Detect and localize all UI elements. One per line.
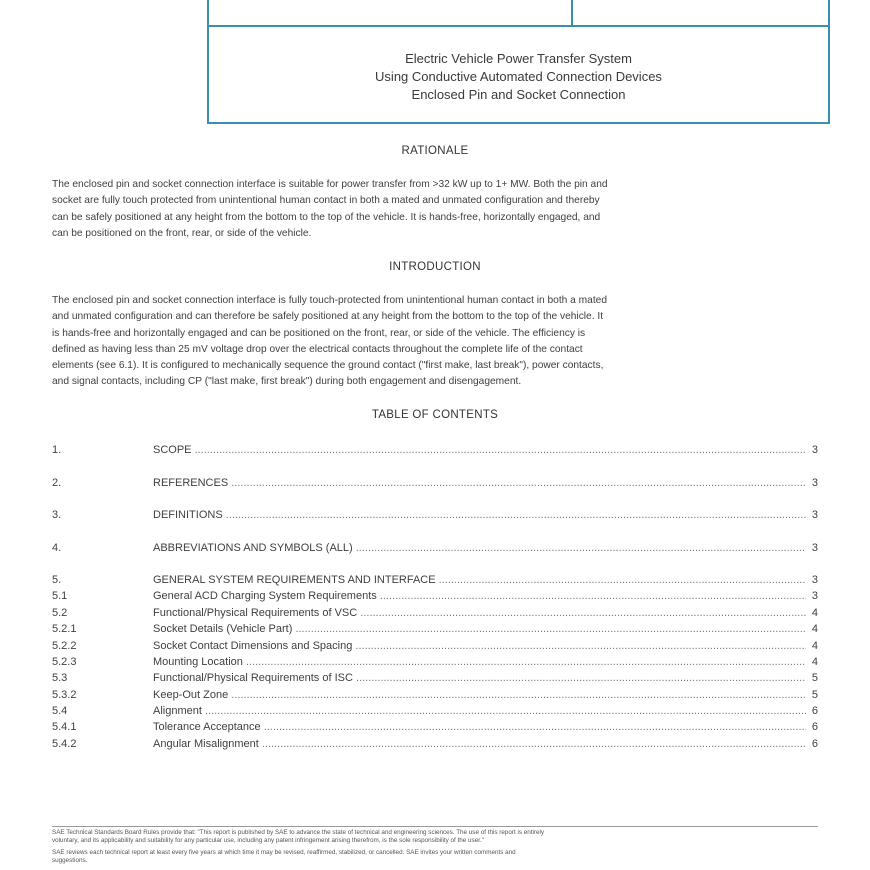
toc-heading: TABLE OF CONTENTS (371, 409, 499, 421)
toc-entry-title: Tolerance Acceptance ..... (153, 721, 806, 733)
footer-line: suggestions. (52, 857, 88, 864)
toc-entry-title: REFERENCES ..... (153, 477, 806, 489)
toc-entry-title: Alignment ..... (153, 705, 806, 717)
toc-entry-page: 3 (811, 574, 818, 586)
footer-line: voluntary, and its applicability and suitability for any particular use, including any patent infringement arising therefrom, is the sole responsibility of the user." (52, 837, 484, 844)
toc-entry-title: DEFINITIONS ..... (153, 509, 806, 521)
toc-entry-number: 5.2.1 (52, 623, 77, 635)
toc-entry[interactable] (52, 721, 818, 737)
toc-entry-number: 5.2 (52, 607, 68, 619)
toc-entry-page: 3 (811, 477, 818, 489)
toc-entry-number: 4. (52, 542, 62, 554)
toc-entry-number: 3. (52, 509, 62, 521)
introduction-paragraph (52, 293, 818, 391)
toc-entry-number: 5.3.2 (52, 689, 77, 701)
toc-entry-number: 5. (52, 574, 62, 586)
toc-entry[interactable] (52, 623, 818, 639)
toc-entry[interactable] (52, 477, 818, 493)
introduction-line: and unmated configuration and can therefore be safely positioned at any height from the bottom to the top of the vehicle. It (52, 311, 604, 323)
rationale-heading: RATIONALE (401, 145, 469, 157)
toc-entry[interactable] (52, 656, 818, 672)
toc-entry-title: Socket Contact Dimensions and Spacing ..... (153, 640, 806, 652)
toc-entry[interactable] (52, 574, 818, 590)
title-line-2: Using Conductive Automated Connection Devices (375, 69, 662, 84)
footer-line: SAE reviews each technical report at least every five years at which time it may be revised, reaffirmed, stabilized, or cancelled. SAE invites your written comments and (52, 849, 516, 856)
toc-entry-title: GENERAL SYSTEM REQUIREMENTS AND INTERFACE ..... (153, 574, 806, 586)
toc-entry-number: 5.4 (52, 705, 68, 717)
introduction-line: The enclosed pin and socket connection interface is fully touch-protected from unintentional human contact in both a mated (52, 295, 607, 306)
toc-entry-title: Socket Details (Vehicle Part) ..... (153, 623, 806, 635)
toc-entry[interactable] (52, 444, 818, 460)
toc-entry-number: 5.4.1 (52, 721, 77, 733)
rationale-paragraph (52, 177, 818, 242)
title-box-header-row (209, 0, 828, 27)
toc-entry[interactable] (52, 607, 818, 623)
toc-entry-number: 5.4.2 (52, 738, 77, 750)
rationale-line: The enclosed pin and socket connection interface is suitable for power transfer from >32 kW up to 1+ MW. Both the pin and (52, 179, 608, 190)
introduction-heading: INTRODUCTION (389, 261, 481, 273)
toc-entry-number: 2. (52, 477, 62, 489)
title-line-3: Enclosed Pin and Socket Connection (411, 87, 626, 102)
toc-entry[interactable] (52, 689, 818, 705)
toc-entry-title: Functional/Physical Requirements of ISC ..... (153, 672, 806, 684)
toc-entry-number: 5.2.2 (52, 640, 77, 652)
toc-entry[interactable] (52, 705, 818, 721)
toc-entry-title: Mounting Location ..... (153, 656, 806, 668)
toc-entry-page: 3 (811, 542, 818, 554)
footer-line: SAE Technical Standards Board Rules provide that: "This report is published by SAE to advance the state of technical and engineering sciences. The use of this report is entirely (52, 829, 545, 836)
toc-entry-page: 4 (811, 640, 818, 652)
rationale-line: socket are fully touch protected from unintentional human contact in both a mated and unmated configuration and thereby (52, 195, 600, 207)
toc-entry-title: SCOPE ..... (153, 444, 806, 456)
toc-entry-number: 1. (52, 444, 62, 456)
title-line-1: Electric Vehicle Power Transfer System (405, 51, 632, 66)
toc-entry[interactable] (52, 738, 818, 754)
toc-entry-page: 4 (811, 623, 818, 635)
toc-entry-page: 6 (811, 738, 818, 750)
footer-notice (52, 829, 818, 865)
toc-entry-number: 5.2.3 (52, 656, 77, 668)
toc-entry[interactable] (52, 590, 818, 606)
document-title (209, 50, 828, 104)
toc-entry-number: 5.3 (52, 672, 68, 684)
introduction-line: defined as having less than 25 mV voltage drop over the electrical contacts throughout the complete life of the contact (52, 343, 583, 355)
footer-rule (52, 826, 818, 827)
toc-entry-page: 4 (811, 607, 818, 619)
toc-entry[interactable] (52, 509, 818, 525)
introduction-line: and signal contacts, including CP ("last make, first break") during both engagement and disengagement. (52, 376, 522, 388)
toc-entry[interactable] (52, 640, 818, 656)
toc-entry[interactable] (52, 542, 818, 558)
toc-entry[interactable] (52, 672, 818, 688)
introduction-line: is hands-free and horizontally engaged and can be positioned on the front, rear, or side of the vehicle. The efficiency is (52, 327, 586, 339)
toc-entry-page: 6 (811, 705, 818, 717)
document-title-box (207, 0, 830, 124)
toc-entry-title: General ACD Charging System Requirements ..... (153, 590, 806, 602)
toc-entry-title: Keep-Out Zone ..... (153, 689, 806, 701)
toc-entry-page: 3 (811, 590, 818, 602)
toc-entry-page: 5 (811, 689, 818, 701)
toc-entry-number: 5.1 (52, 590, 68, 602)
introduction-line: elements (see 6.1). It is configured to mechanically sequence the ground contact ("first make, last break"), power contacts, (52, 360, 604, 372)
toc-entry-page: 6 (811, 721, 818, 733)
title-box-divider (571, 0, 573, 25)
toc-entry-page: 3 (811, 509, 818, 521)
toc-entry-page: 4 (811, 656, 818, 668)
toc-entry-title: ABBREVIATIONS AND SYMBOLS (ALL) ..... (153, 542, 806, 554)
rationale-line: can be safely positioned at any height from the bottom to the top of the vehicle. It is hands-free, horizontally engaged, and (52, 211, 601, 223)
toc-entry-page: 5 (811, 672, 818, 684)
toc-entry-title: Functional/Physical Requirements of VSC ..... (153, 607, 806, 619)
rationale-line: can be positioned on the front, rear, or side of the vehicle. (52, 227, 312, 239)
toc-entry-page: 3 (811, 444, 818, 456)
toc-entry-title: Angular Misalignment ..... (153, 738, 806, 750)
